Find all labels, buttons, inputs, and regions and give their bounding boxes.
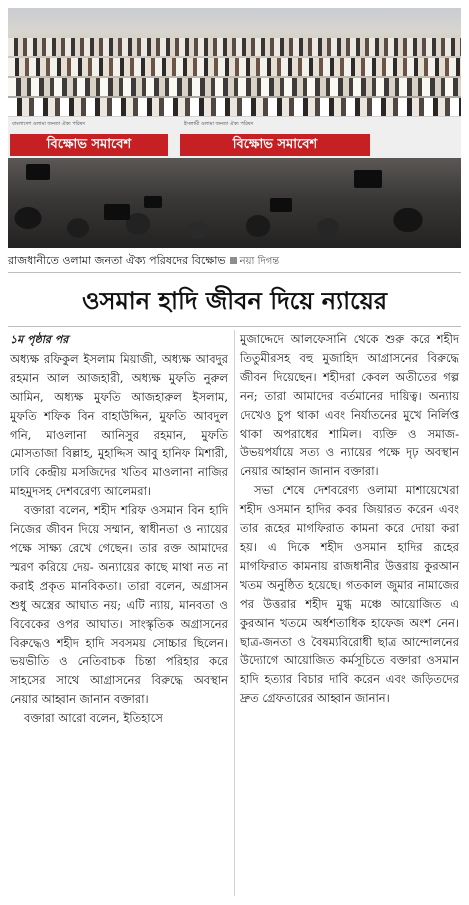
- article-column-right: [240, 330, 459, 708]
- camera-icon: [144, 196, 162, 208]
- square-bullet-icon: [230, 257, 237, 264]
- rally-photo: [8, 8, 461, 248]
- article-paragraph: [10, 330, 228, 501]
- crowd-row: [8, 78, 461, 96]
- photo-credit: নয়া দিগন্ত: [239, 256, 280, 267]
- article-paragraph: সভা শেষে দেশবরেণ্য ওলামা মাশায়েখেরা শহীদ ওসমান হাদির কবর জিয়ারত করেন এবং তার রূহের মাগফিরাত কামনা করে দোয়া করা হয়। এ দিকে শহীদ ওসমান হাদির রূহের মাগফিরাত কামনায় রাজধানীর উত্তরায় কুরআন খতম অনুষ্ঠিত হয়েছে। গতকাল জুমার নামাজের পর উত্তরার শহীদ মুগ্ধ মঞ্চে আয়োজিত এ কুরআন খতমে অর্ধশতাধিক হাফেজ অংশ নেন। ছাত্র-জনতা ও বৈষম্যবিরোধী ছাত্র আন্দোলনের উদ্যোগে আয়োজিত কর্মসূচিতে বক্তারা ওসমান হাদি হত্যার বিচার দাবি করেন এবং জড়িতদের দ্রুত গ্রেফতারের আহ্বান জানান।: [240, 483, 459, 706]
- camera-icon: [104, 204, 130, 220]
- continued-from-label: ১ম পৃষ্ঠার পর: [10, 333, 69, 346]
- headline-block: [8, 284, 461, 327]
- banner-organizer-text-right: ইসলামী ওলামা জনতা ঐক্য পরিষদ: [184, 121, 254, 127]
- banner-organizer-text-left: বাংলাদেশ ওলামা জনতা ঐক্য পরিষদ: [12, 121, 86, 127]
- paragraph-text: অধ্যক্ষ রফিকুল ইসলাম মিয়াজী, অধ্যক্ষ আবদুর রহমান আল আজহারী, অধ্যক্ষ মুফতি নুরুল আমিন, অধ্যক্ষ মুফতি আজহারুল ইসলাম, মুফতি শফিক বিন বাহাউদ্দিন, মুফতি আবদুল গনি, মাওলানা আনিসুর রহমান, মুফতি মোসতাজা বিল্লাহ, মুহাদ্দিস আবু হানিফ মিশারী, ঢাবি কেন্দ্রীয় মসজিদের খতিব মাওলানা নাজির মাহমুদসহ দেশবরেণ্য আলেমরা।: [10, 351, 228, 499]
- article-paragraph: বক্তারা আরো বলেন, ইতিহাসে: [24, 711, 163, 726]
- article-column-left: [10, 330, 228, 728]
- article-headline: ওসমান হাদি জীবন দিয়ে ন্যায়ের: [81, 287, 388, 315]
- press-crowd-foreground: [8, 158, 461, 248]
- article-paragraph: মুজাদ্দেদে আলফেসানি থেকে শুরু করে শহীদ তিতুমীরসহ বহু মুজাহিদ আগ্রাসনের বিরুদ্ধে জীবন দিয়েছেন। শহীদরা কেবল অতীতের গল্প নন; তারা আমাদের বর্তমানের দায়িত্ব। অন্যায় দেখেও চুপ থাকা এবং নির্যাতনের মুখে নির্লিপ্ত থাকা অপরাধের শামিল। ব্যক্তি ও সমাজ-উভয়পর্যায়ে সত্য ও ন্যায়ের পক্ষে দৃঢ় অবস্থান নেয়ার আহ্বান জানান বক্তারা।: [240, 332, 459, 479]
- caption-text: রাজধানীতে ওলামা জনতা ঐক্য পরিষদের বিক্ষোভ: [8, 254, 226, 267]
- camera-icon: [354, 170, 382, 188]
- camera-icon: [26, 164, 50, 180]
- rally-banner-left: বিক্ষোভ সমাবেশ: [10, 134, 168, 156]
- crowd-row: [8, 58, 461, 76]
- crowd-back-row: [8, 38, 461, 56]
- column-divider: [234, 330, 235, 896]
- camera-icon: [270, 198, 292, 212]
- photo-caption: [8, 252, 461, 273]
- rally-banner-right: বিক্ষোভ সমাবেশ: [180, 134, 370, 156]
- article-paragraph: বক্তারা বলেন, শহীদ শরিফ ওসমান বিন হাদি নিজের জীবন দিয়ে সম্মান, স্বাধীনতা ও ন্যায়ের পক্ষে সাক্ষ্য রেখে গেছেন। তার রক্ত আমাদের স্মরণ করিয়ে দেয়- অন্যায়ের কাছে মাথা নত না করাই প্রকৃত মানবিকতা। তারা বলেন, অগ্রাসন শুধু অস্ত্রের আঘাত নয়; এটি ন্যায়, মানবতা ও বিবেকের ওপর আঘাত। সাংস্কৃতিক অগ্রাসনের বিরুদ্ধেও শহীদ হাদি সবসময় সোচ্চার ছিলেন। ভয়ভীতি ও নেতিবাচক চিন্তা পরিহার করে সাহসের সাথে আগ্রাসনের বিরুদ্ধে অবস্থান নেয়ার আহ্বান জানান বক্তারা।: [10, 503, 228, 707]
